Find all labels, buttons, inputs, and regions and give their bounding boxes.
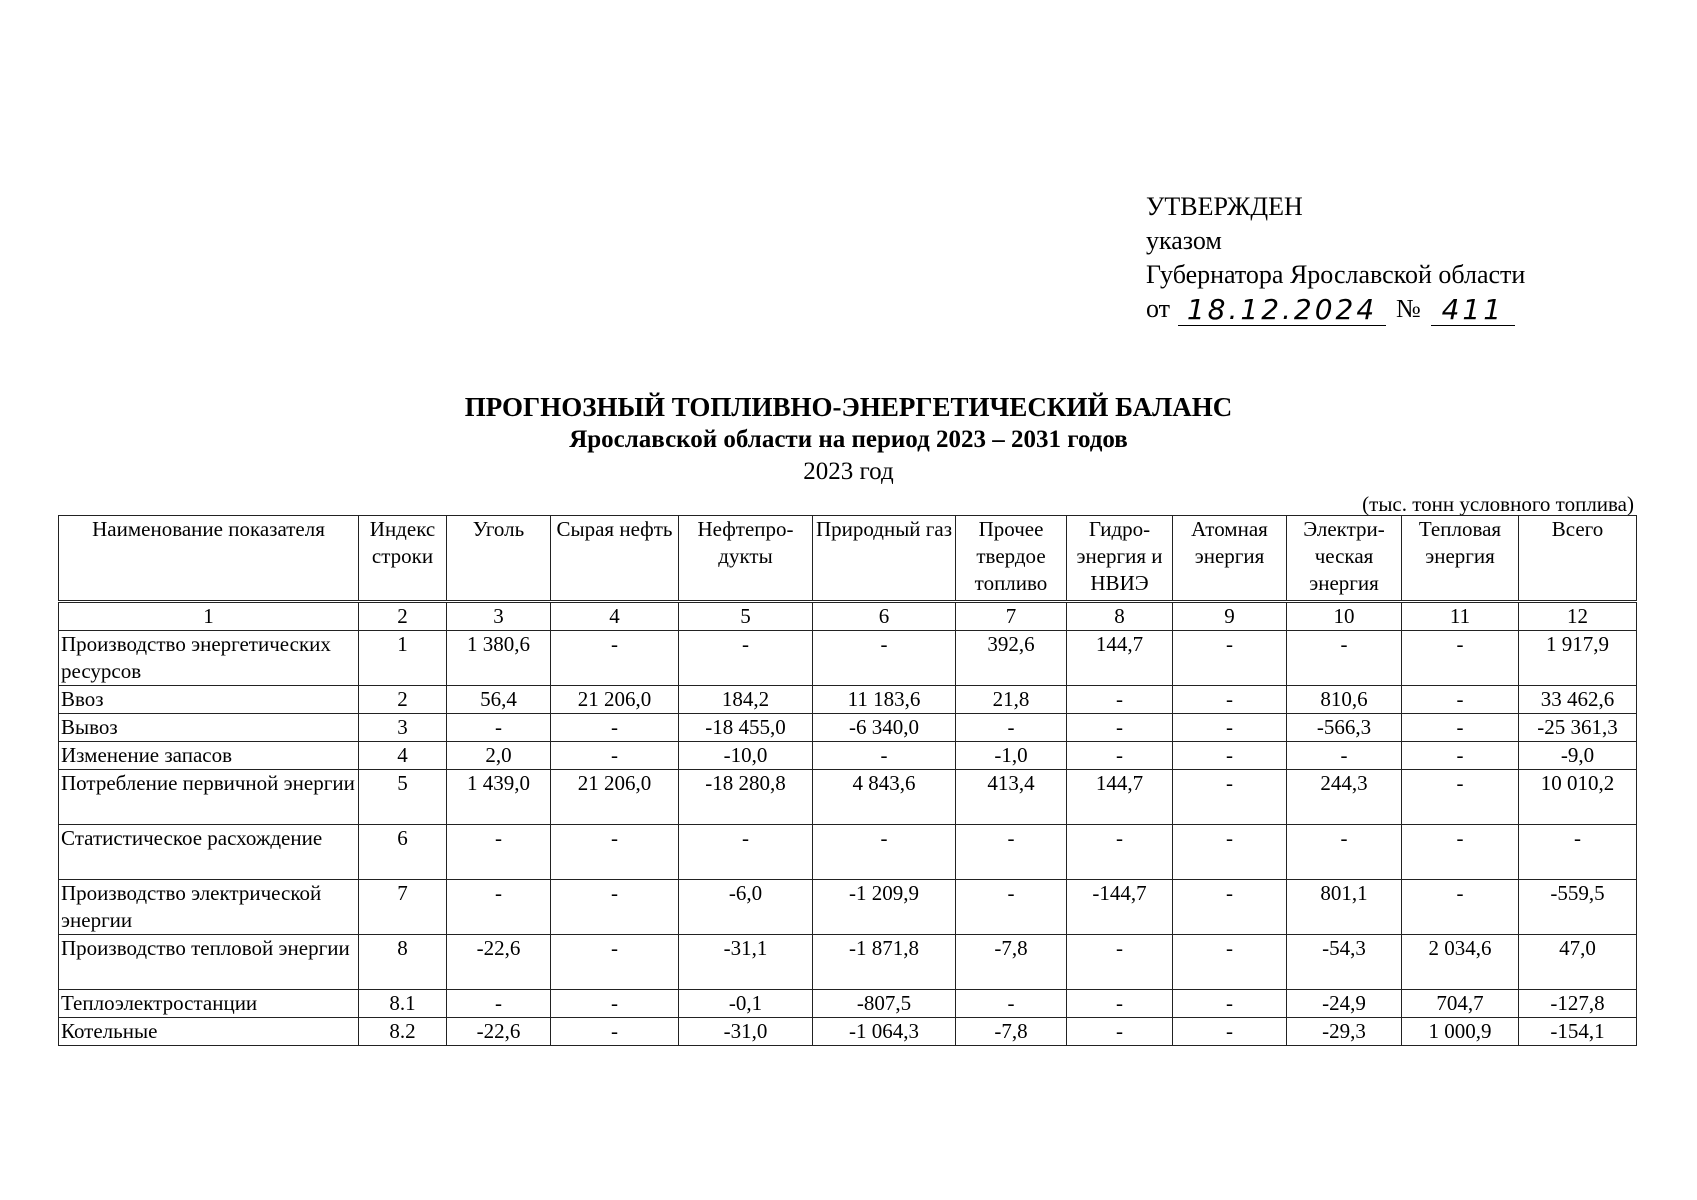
table-row	[59, 631, 1637, 686]
table-cell: 1 000,9	[1402, 1018, 1519, 1046]
energy-balance-table	[58, 515, 1637, 1046]
column-number: 2	[359, 602, 447, 631]
table-cell: -807,5	[813, 990, 956, 1018]
row-index: 6	[359, 825, 447, 880]
table-cell: 33 462,6	[1519, 686, 1637, 714]
table-cell: -	[1067, 742, 1173, 770]
table-cell: 184,2	[679, 686, 813, 714]
table-row	[59, 990, 1637, 1018]
table-cell: -1 064,3	[813, 1018, 956, 1046]
table-cell: -144,7	[1067, 880, 1173, 935]
table-cell: -22,6	[447, 1018, 551, 1046]
table-cell: -	[1173, 742, 1287, 770]
header-row	[59, 516, 1637, 602]
table-cell: -	[1402, 631, 1519, 686]
handwritten-date: 18.12.2024	[1178, 295, 1386, 326]
table-cell: 1 917,9	[1519, 631, 1637, 686]
table-row	[59, 935, 1637, 990]
table-cell: -	[551, 825, 679, 880]
row-index: 8.1	[359, 990, 447, 1018]
table-cell: -0,1	[679, 990, 813, 1018]
table-cell: -	[679, 631, 813, 686]
table-cell: -	[447, 714, 551, 742]
table-cell: -	[1173, 880, 1287, 935]
table-cell: -	[1067, 935, 1173, 990]
table-cell: -	[447, 825, 551, 880]
column-header: Уголь	[447, 516, 551, 602]
table-cell: -	[551, 631, 679, 686]
table-cell: -31,0	[679, 1018, 813, 1046]
table-cell: -	[1402, 742, 1519, 770]
table-cell: -7,8	[956, 935, 1067, 990]
table-cell: 4 843,6	[813, 770, 956, 825]
approval-status: УТВЕРЖДЕН	[1146, 192, 1303, 221]
table-cell: 144,7	[1067, 770, 1173, 825]
column-header: Сырая нефть	[551, 516, 679, 602]
table-cell: -	[813, 825, 956, 880]
table-cell: -	[1067, 686, 1173, 714]
table-cell: -1 209,9	[813, 880, 956, 935]
table-cell: -	[956, 990, 1067, 1018]
table-cell: -	[1067, 990, 1173, 1018]
row-index: 4	[359, 742, 447, 770]
row-name: Статистическое расхождение	[59, 825, 359, 880]
table-cell: 392,6	[956, 631, 1067, 686]
handwritten-number: 411	[1431, 295, 1515, 326]
document-title: ПРОГНОЗНЫЙ ТОПЛИВНО-ЭНЕРГЕТИЧЕСКИЙ БАЛАНС	[464, 392, 1233, 422]
table-cell: 11 183,6	[813, 686, 956, 714]
column-number: 12	[1519, 602, 1637, 631]
approval-authority: Губернатора Ярославской области	[1146, 260, 1526, 289]
table-cell: -	[1173, 714, 1287, 742]
table-cell: -	[1519, 825, 1637, 880]
column-number: 5	[679, 602, 813, 631]
row-index: 1	[359, 631, 447, 686]
row-index: 2	[359, 686, 447, 714]
table-cell: -	[551, 990, 679, 1018]
table-cell: -	[956, 714, 1067, 742]
table-cell: -	[679, 825, 813, 880]
table-cell: -24,9	[1287, 990, 1402, 1018]
column-number: 8	[1067, 602, 1173, 631]
table-cell: 21 206,0	[551, 686, 679, 714]
table-cell: -	[447, 990, 551, 1018]
table-cell: -	[1173, 1018, 1287, 1046]
column-number-row	[59, 602, 1637, 631]
table-cell: -7,8	[956, 1018, 1067, 1046]
row-name: Вывоз	[59, 714, 359, 742]
table-row	[59, 1018, 1637, 1046]
row-name: Котельные	[59, 1018, 359, 1046]
column-number: 9	[1173, 602, 1287, 631]
table-cell: -	[1067, 714, 1173, 742]
row-index: 7	[359, 880, 447, 935]
table-cell: 21,8	[956, 686, 1067, 714]
table-cell: 244,3	[1287, 770, 1402, 825]
column-number: 7	[956, 602, 1067, 631]
table-cell: -	[1173, 631, 1287, 686]
table-row	[59, 825, 1637, 880]
approval-by: указом	[1146, 226, 1222, 255]
table-cell: -	[813, 631, 956, 686]
table-cell: -	[551, 935, 679, 990]
table-row	[59, 742, 1637, 770]
table-cell: 2 034,6	[1402, 935, 1519, 990]
table-cell: -	[447, 880, 551, 935]
table-cell: -127,8	[1519, 990, 1637, 1018]
column-number: 6	[813, 602, 956, 631]
table-cell: -154,1	[1519, 1018, 1637, 1046]
table-cell: -	[1173, 686, 1287, 714]
from-label: от	[1146, 294, 1171, 323]
number-label: №	[1396, 294, 1421, 323]
table-cell: 704,7	[1402, 990, 1519, 1018]
table-cell: -	[551, 742, 679, 770]
table-cell: 10 010,2	[1519, 770, 1637, 825]
column-header: Индекс строки	[359, 516, 447, 602]
table-cell: -54,3	[1287, 935, 1402, 990]
table-cell: -18 455,0	[679, 714, 813, 742]
column-header: Тепловая энергия	[1402, 516, 1519, 602]
column-header: Прочее твердое топливо	[956, 516, 1067, 602]
row-index: 8	[359, 935, 447, 990]
table-row	[59, 770, 1637, 825]
table-cell: -	[1402, 825, 1519, 880]
table-cell: -	[1173, 990, 1287, 1018]
row-index: 3	[359, 714, 447, 742]
row-index: 8.2	[359, 1018, 447, 1046]
table-cell: 2,0	[447, 742, 551, 770]
table-cell: -	[1287, 825, 1402, 880]
table-cell: -10,0	[679, 742, 813, 770]
row-name: Производство энергетических ресурсов	[59, 631, 359, 686]
table-cell: -	[551, 1018, 679, 1046]
table-cell: -	[956, 825, 1067, 880]
column-header: Природный газ	[813, 516, 956, 602]
table-cell: -29,3	[1287, 1018, 1402, 1046]
column-number: 10	[1287, 602, 1402, 631]
table-cell: -566,3	[1287, 714, 1402, 742]
row-name: Изменение запасов	[59, 742, 359, 770]
column-number: 11	[1402, 602, 1519, 631]
table-row	[59, 880, 1637, 935]
table-cell: -	[1402, 714, 1519, 742]
table-row	[59, 686, 1637, 714]
table-cell: -25 361,3	[1519, 714, 1637, 742]
table-cell: -1 871,8	[813, 935, 956, 990]
table-cell: -	[1067, 1018, 1173, 1046]
table-cell: -9,0	[1519, 742, 1637, 770]
column-header: Электри-ческая энергия	[1287, 516, 1402, 602]
row-name: Теплоэлектростанции	[59, 990, 359, 1018]
document-year: 2023 год	[803, 458, 894, 485]
table-cell: -	[1067, 825, 1173, 880]
table-cell: -18 280,8	[679, 770, 813, 825]
table-row	[59, 714, 1637, 742]
document-subtitle: Ярославской области на период 2023 – 2031 годов	[569, 426, 1128, 453]
column-header: Наименование показателя	[59, 516, 359, 602]
column-header: Нефтепро-дукты	[679, 516, 813, 602]
table-cell: -	[813, 742, 956, 770]
table-cell: 1 380,6	[447, 631, 551, 686]
table-cell: -	[1402, 880, 1519, 935]
table-cell: 47,0	[1519, 935, 1637, 990]
table-cell: 21 206,0	[551, 770, 679, 825]
table-cell: 801,1	[1287, 880, 1402, 935]
column-header: Всего	[1519, 516, 1637, 602]
column-number: 4	[551, 602, 679, 631]
row-index: 5	[359, 770, 447, 825]
table-cell: -1,0	[956, 742, 1067, 770]
column-number: 1	[59, 602, 359, 631]
table-cell: 810,6	[1287, 686, 1402, 714]
row-name: Производство электрической энергии	[59, 880, 359, 935]
table-cell: -6,0	[679, 880, 813, 935]
column-header: Гидро-энергия и НВИЭ	[1067, 516, 1173, 602]
table-cell: 56,4	[447, 686, 551, 714]
table-cell: -6 340,0	[813, 714, 956, 742]
table-cell: -559,5	[1519, 880, 1637, 935]
table-cell: 413,4	[956, 770, 1067, 825]
table-cell: -	[1402, 770, 1519, 825]
row-name: Производство тепловой энергии	[59, 935, 359, 990]
table-cell: -22,6	[447, 935, 551, 990]
table-cell: -	[956, 880, 1067, 935]
units-note: (тыс. тонн условного топлива)	[1362, 492, 1634, 516]
table-cell: 1 439,0	[447, 770, 551, 825]
row-name: Ввоз	[59, 686, 359, 714]
table-cell: -	[1173, 770, 1287, 825]
approval-block	[1146, 190, 1525, 326]
table-cell: -	[1173, 935, 1287, 990]
table-cell: -	[1402, 686, 1519, 714]
column-header: Атомная энергия	[1173, 516, 1287, 602]
table-cell: -	[551, 714, 679, 742]
table-cell: -31,1	[679, 935, 813, 990]
table-cell: -	[1287, 742, 1402, 770]
column-number: 3	[447, 602, 551, 631]
table-cell: -	[1287, 631, 1402, 686]
approval-date-line	[1146, 292, 1525, 326]
table-cell: 144,7	[1067, 631, 1173, 686]
table-cell: -	[1173, 825, 1287, 880]
table-cell: -	[551, 880, 679, 935]
row-name: Потребление первичной энергии	[59, 770, 359, 825]
